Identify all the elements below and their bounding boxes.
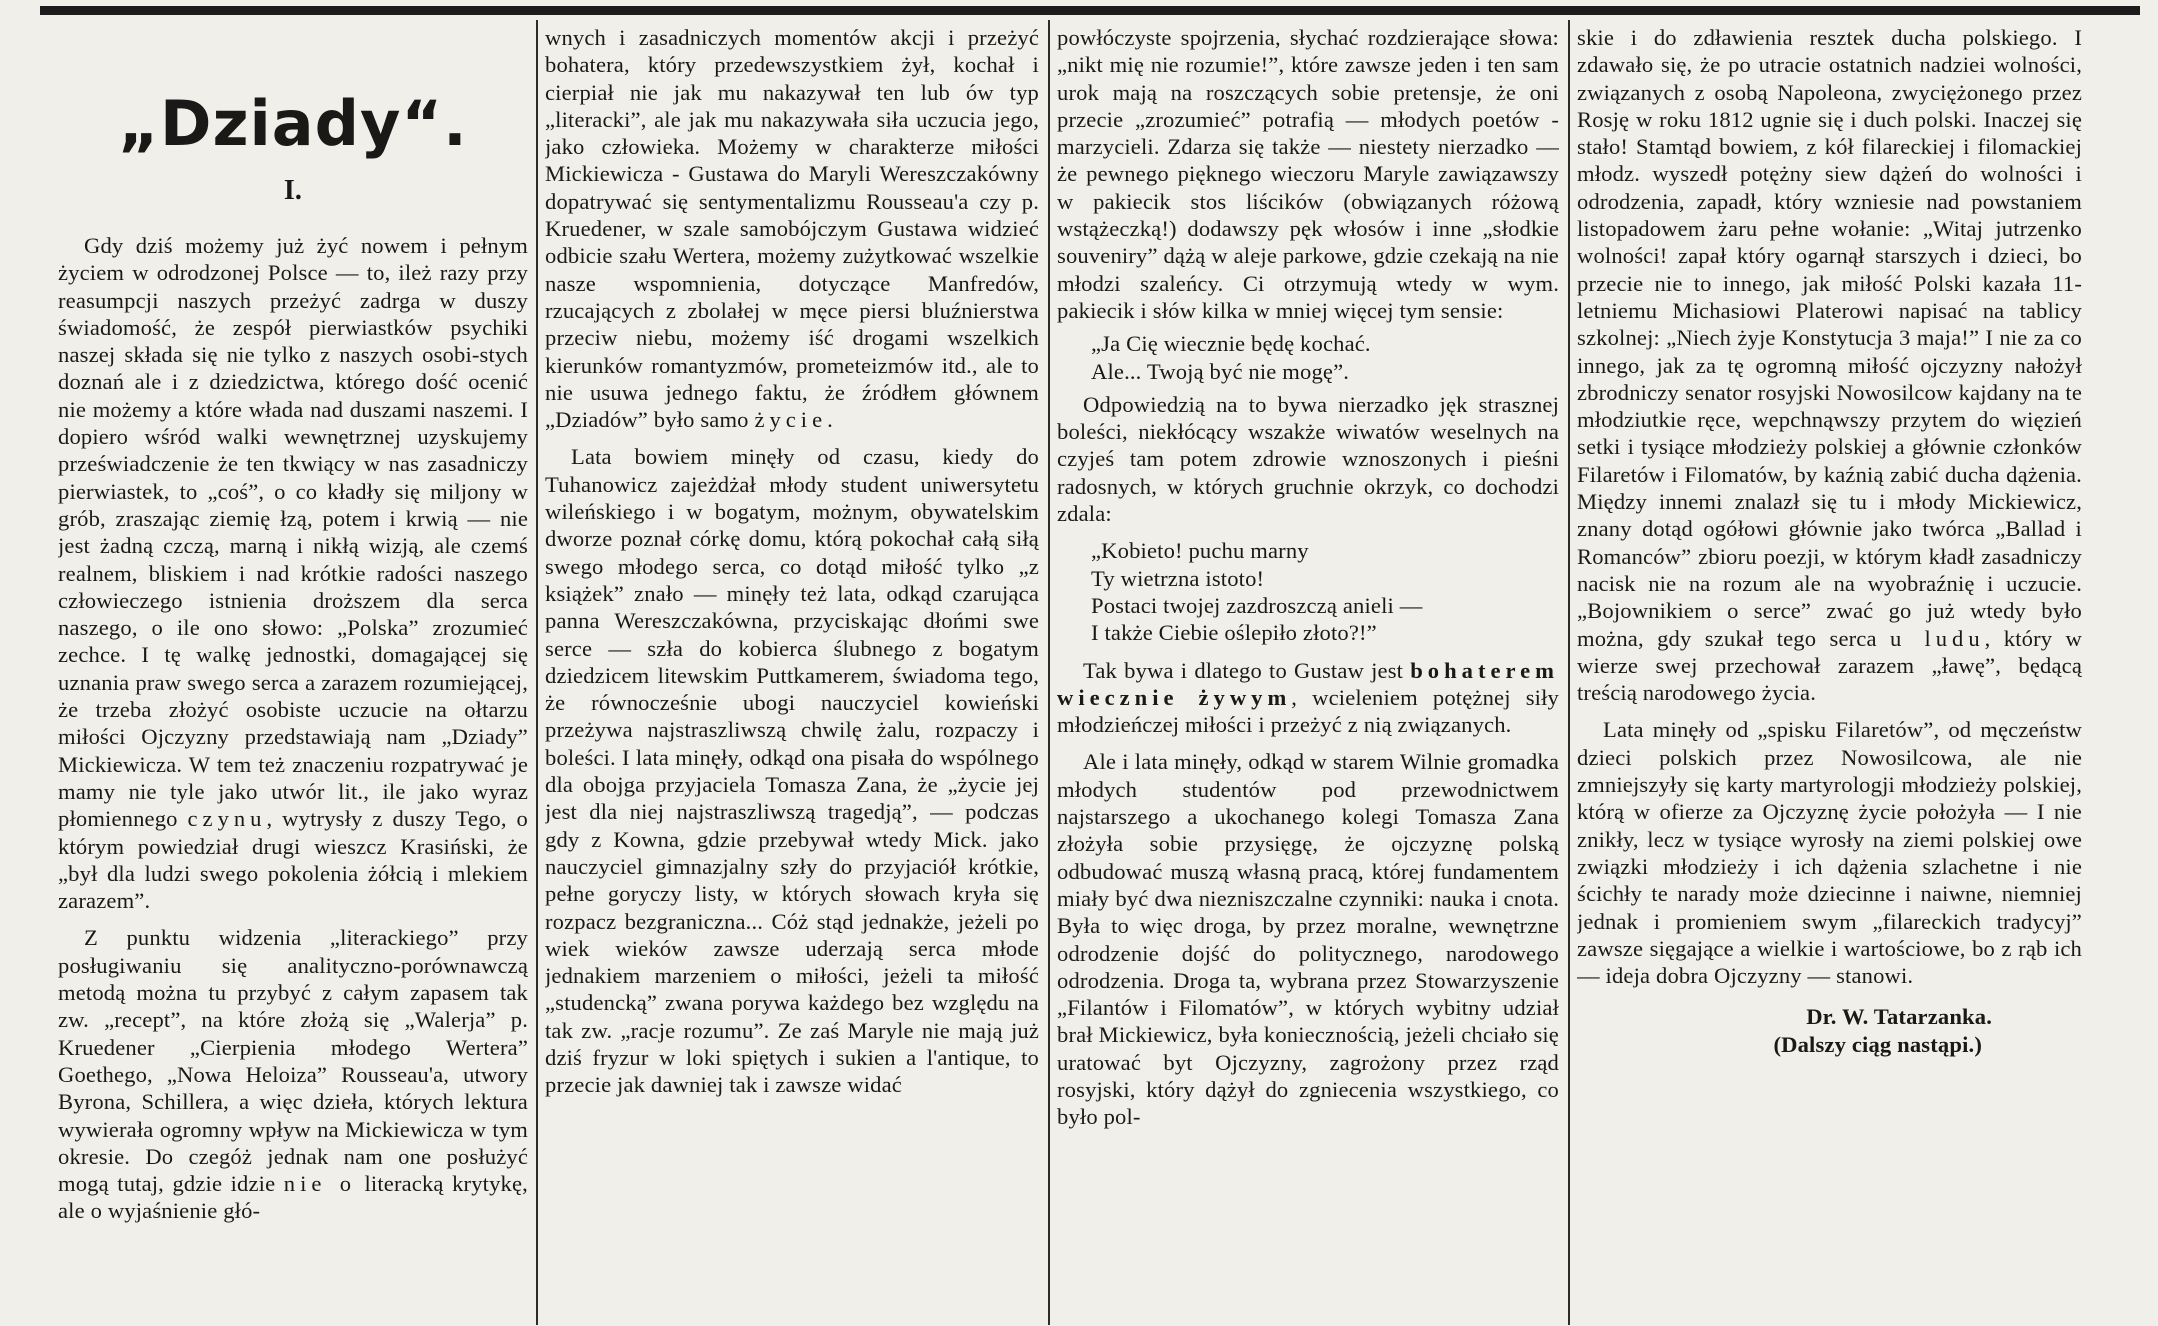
emphasis-text: czynu (187, 806, 267, 832)
paragraph-text: Z punktu widzenia „literackiego” przy posługiwaniu się analityczno-porównawczą metodą można tu przybyć z całym zapasem tak zw. „recept”, na które złożą się „Walerja” p. Kruedener „Cierpienia młodego Wertera” Goethego, „Nowa Heloiza” Rousseau'a, utwory Byrona, Schillera, a więc dzieła, których lektura wywierała ogromny wpływ na Mickiewicza w tym okresie. Do czegóż jednak nam one posłużyć mogą tutaj, gdzie idzie (58, 925, 528, 1197)
verse-line: I także Ciebie oślepiło złoto?!” (1091, 620, 1377, 646)
paragraph: Odpowiedzią na to bywa nierzadko jęk strasznej boleści, niekłócący wszakże wiwatów weselnych na czyjeś tam potem zdrowie wznoszonych i pieśni radosnych, w których gruchnie okrzyk, co dochodzi zdala: (1057, 391, 1559, 527)
paragraph-text: Tak bywa i dlatego to Gustaw jest (1083, 657, 1404, 683)
paragraph-text: , wcieleniem potężnej siły młodzieńczej miłości i przeżyć z nią związanych. (1057, 684, 1559, 738)
article-column-4 (1577, 24, 2082, 1320)
verse-line: „Kobieto! puchu marny (1091, 538, 1309, 564)
verse-line: Ty wietrzna istoto! (1091, 565, 1265, 591)
paragraph-text: . (827, 407, 833, 433)
emphasis-text: bohaterem wiecznie żywym (1057, 657, 1559, 710)
paragraph (545, 24, 1039, 433)
verse-line: Postaci twojej zazdroszczą anieli — (1091, 592, 1423, 618)
emphasis-text: życie (754, 407, 828, 433)
paragraph-text: , który w wierze swej przechował zarazem „ławę”, będącą treścią narodowego życia. (1577, 625, 2082, 706)
paragraph-text: skie i do zdławienia resztek ducha polskiego. I zdawało się, że po utracie ostatnich nadziei wolności, związanych z osobą Napoleona, zwyciężonego przez Rosję w roku 1812 ugnie się i duch polski. Inaczej się stało! Stamtąd bowiem, z kół filareckiej i filomackiej młodz. wyszedł potężny siew dążeń do wolności i odrodzenia, zapadł, który wzniesie nad powstaniem listopadowem żaru pełne wołanie: „Witaj jutrzenko wolności! zapał który ogarnął starszych i dzieci, bo przecie nie to innego, jak miłość Polski kazała 11-letniemu Michasiowi Platerowi napisać na tablicy szkolnej: „Niech żyje Konstytucja 3 maja!” I nie za co innego, jak za tę ogromną miłość ojczyzny nałożył zbrodniczy senator rosyjski Nowosilcow kajdany na te młodziutkie ręce, wepchnąwszy przytem do więzień setki i tysiące młodzieży polskiej a głównie członków Filaretów i Filomatów, by kaźnią zabić ducha dążenia. Między innemi znalazł się tu i młody Mickiewicz, znany dotąd ogółowi głównie jako twórca „Ballad i Romanców” zbioru poezji, w którym kładł zasadniczy nacisk nie na rozum ale na wyobraźnię i uczucie. „Bojownikiem o serce” zwać go już wtedy było można, gdy szukał tego serca (1577, 25, 2082, 651)
continuation-note: (Dalszy ciąg nastąpi.) (1773, 1031, 1982, 1057)
paragraph: powłóczyste spojrzenia, słychać rozdzierające słowa: „nikt mię nie rozumie!”, które zawsze jeden i ten sam urok mają na roszczących sobie pretensje, że oni przecie „zrozumieć” potrafią — młodych poetów - marzycieli. Zdarza się także — niestety nierzadko — że pewnego pięknego wieczoru Maryle zawiązawszy w pakiecik stos liścików (obwiązanych różową wstążeczką!) dodawszy pęk włosów i inne „słodkie souveniry” dążą w aleje parkowe, gdzie czekają na nie młodzi szaleńcy. Ci otrzymują wtedy w wym. pakiecik i słów kilka w mniej więcej tym sensie: (1057, 25, 1559, 323)
column-rule (1048, 20, 1050, 1325)
paragraph: Lata bowiem minęły od czasu, kiedy do Tuhanowicz zajeżdżał młody student uniwersytetu wileńskiego i w bogatym, możnym, obywatelskim dworze poznał córkę domu, którą pokochał całą siłą swego młodego serca, co dotąd miłość tylko „z książek” znało — minęły też lata, odkąd czarująca panna Wereszczakówna, przyciskając dłońmi swe serce — szła do kobierca ślubnego z bogatym dziedzicem litewskim Puttkamerem, świadoma tego, że równocześnie ubogi nauczyciel kowieński przeżywa najstraszliwszą chwilę żalu, rozpaczy i boleści. I lata minęły, odkąd ona pisała do wspólnego dla obojga przyjaciela Tomasza Zana, że „życie jej jest dla niej najstraszliwszą tragedją”, — podczas gdy z Kowna, gdzie przebywał wtedy Mick. jako nauczyciel gimnazjalny szły do przyjaciół krótkie, pełne goryczy listy, w których słowach kryła się rozpacz bezgraniczna... Cóż stąd jednakże, jeżeli po wiek wieków zawsze uderzają serca młode jednakiem marzeniem o miłości, jeżeli ta miłość „studencką” zwana porywa każdego bez względu na tak zw. „racje rozumu”. Ze zaś Maryle nie mają już dziś fryzur w loki spiętych i sukien a l'antique, to przecie jak dawniej tak i zawsze widać (545, 444, 1039, 1098)
paragraph: Ale i lata minęły, odkąd w starem Wilnie gromadka młodych studentów pod przewodnictwem najstarszego a ukochanego kolegi Tomasza Zana złożyła sobie przysięgę, że ojczyznę polską odbudować muszą własną pracą, której fundamentem miały być dwa niezniszczalne czynniki: nauka i cnota. Była to więc droga, by przez moralne, wewnętrzne odrodzenie dojść do politycznego, narodowego odrodzenia. Droga ta, wybrana przez Stowarzyszenie „Filantów i Filomatów”, w których wybitny udział brał Mickiewicz, była koniecznością, jeżeli chciało się uratować byt Ojczyzny, zagrożony przez rząd rosyjski, który dążył do zgniecenia wszystkiego, co było pol- (1057, 749, 1559, 1130)
emphasis-text: nie o (283, 1171, 357, 1197)
column-rule (1568, 20, 1570, 1325)
paragraph (58, 232, 528, 914)
paragraph-text: , wytrysły z duszy Tego, o którym powiedział drugi wieszcz Krasiński, że „był dla ludzi swego pokolenia żółcią i mlekiem zarazem”. (58, 806, 528, 914)
article-part-number: I. (283, 175, 303, 206)
paragraph (1577, 24, 2082, 706)
paragraph-text: literacką krytykę, ale o wyjaśnienie głó- (58, 1171, 528, 1224)
verse-quote (1091, 330, 1559, 385)
article-column-1 (58, 24, 528, 1320)
paragraph (1057, 657, 1559, 739)
verse-quote (1091, 537, 1559, 646)
paragraph: Lata minęły od „spisku Filaretów”, od męczeństw dzieci polskich przez Nowosilcowa, ale nie zmniejszyły się karty martyrologji młodzieży polskiej, którą w ofierze za Ojczyznę życie położyła — I nie znikły, lecz w tysiące wyrosły na ziemi polskiej owe związki młodzieży i ich dążenia szlachetne i nie ścichły te narady może dziecinne i naiwne, niemniej jednak i promieniem swym „filareckich tradycyj” zawsze sięgające a wielkie i wartościowe, bo z rąb ich — ideja dobra Ojczyzny — stanowi. (1577, 717, 2082, 989)
verse-line: Ale... Twoją być nie mogę”. (1091, 358, 1350, 384)
article-column-2 (545, 24, 1039, 1320)
paragraph (58, 924, 528, 1224)
article-column-3 (1057, 24, 1559, 1320)
paragraph-text: Gdy dziś możemy już żyć nowem i pełnym życiem w odrodzonej Polsce — to, ileż razy przy reasumpcji naszych przeżyć zadrga w duszy świadomość, że zespół pierwiastków psychiki naszej składa się nie tylko z naszych osobi-stych doznań ale i z dziedzictwa, którego dość ocenić nie możemy a które włada nad duszami naszemi. I dopiero wśród walki wewnętrznej uzyskujemy przeświadczenie że ten tkwiący w nas zasadniczy pierwiastek, to „coś”, o co kładły się miljony w grób, zraszając ziemię łzą, potem i krwią — nie jest żadną czczą, marną i nikłą wizją, ale czemś realnem, bliskiem i nad krótkie radości naszego człowieczego istnienia droższem dla serca naszego, o ile ono słowo: „Polska” zrozumieć zechce. I tę walkę jednostki, domagającej się uznania praw swego serca a zarazem rozumiejącej, że trzeba złożyć osobiste uczucie na ołtarzu miłości Ojczyzny przedstawiają nam „Dziady” Mickiewicza. W tem też znaczeniu rozpatrywać je mamy nie tyle jako utwór lit., ile jako wyraz płomiennego (58, 233, 528, 832)
column-rule (536, 20, 538, 1325)
article-title: „Dziady“. (118, 87, 468, 160)
top-rule (40, 6, 2140, 15)
emphasis-text: u ludu (1890, 625, 1985, 651)
paragraph-text: wnych i zasadniczych momentów akcji i przeżyć bohatera, który przedewszystkiem żył, kochał i cierpiał nie jak mu nakazywał ten lub ów typ „literacki”, ale jak mu nakazywała siła uczucia jego, jako człowieka. Możemy w charakterze miłości Mickiewicza - Gustawa do Maryli Wereszczakówny dopatrywać się sentymentalizmu Rousseau'a czy p. Kruedener, w szale samobójczym Gustawa widzieć odbicie szału Wertera, możemy zużytkować wszelkie nasze wspomnienia, dotyczące Manfredów, rzucających z zbolałej w męce piersi bluźnierstwa przeciw niebu, możemy iść drogami wszelkich kierunków romantyzmów, prometeizmów itd., ale to nie usuwa jednego faktu, że źródłem głównem „Dziadów” było samo (545, 25, 1039, 433)
author-signature: Dr. W. Tatarzanka. (1806, 1004, 1992, 1030)
verse-line: „Ja Cię wiecznie będę kochać. (1091, 331, 1371, 357)
